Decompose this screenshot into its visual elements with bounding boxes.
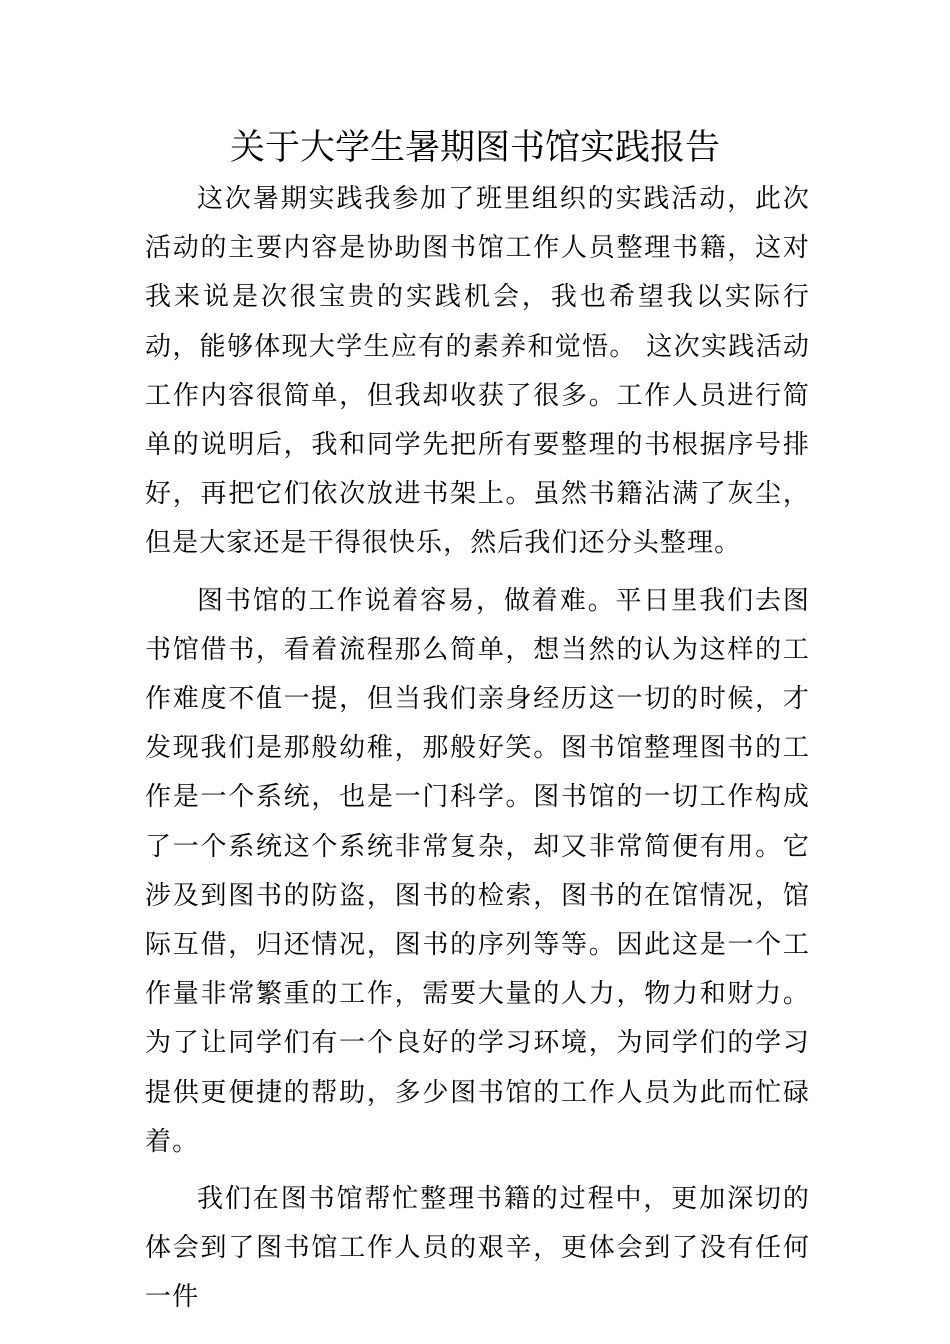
paragraph-3: 我们在图书馆帮忙整理书籍的过程中，更加深切的体会到了图书馆工作人员的艰辛，更体会到了没有任何一件	[145, 1184, 810, 1313]
document-body	[145, 175, 810, 1331]
document-title: 关于大学生暑期图书馆实践报告	[229, 128, 720, 168]
paragraph-1: 这次暑期实践我参加了班里组织的实践活动，此次活动的主要内容是协助图书馆工作人员整理书籍，这对我来说是次很宝贵的实践机会，我也希望我以实际行动，能够体现大学生应有的素养和觉悟。 这次实践活动工作内容很简单，但我却收获了很多。工作人员进行简单的说明后，我和同学先把所有要整理的书根据序号排好，再把它们依次放进书架上。虽然书籍沾满了灰尘，但是大家还是干得很快乐，然后我们还分头整理。	[145, 184, 810, 559]
paragraph-2: 图书馆的工作说着容易，做着难。平日里我们去图书馆借书，看着流程那么简单，想当然的认为这样的工作难度不值一提，但当我们亲身经历这一切的时候，才发现我们是那般幼稚，那般好笑。图书馆整理图书的工作是一个系统，也是一门科学。图书馆的一切工作构成了一个系统这个系统非常复杂，却又非常简便有用。它涉及到图书的防盗，图书的检索，图书的在馆情况，馆际互借，归还情况，图书的序列等等。因此这是一个工作量非常繁重的工作，需要大量的人力，物力和财力。为了让同学们有一个良好的学习环境，为同学们的学习提供更便捷的帮助，多少图书馆的工作人员为此而忙碌着。	[145, 585, 810, 1157]
